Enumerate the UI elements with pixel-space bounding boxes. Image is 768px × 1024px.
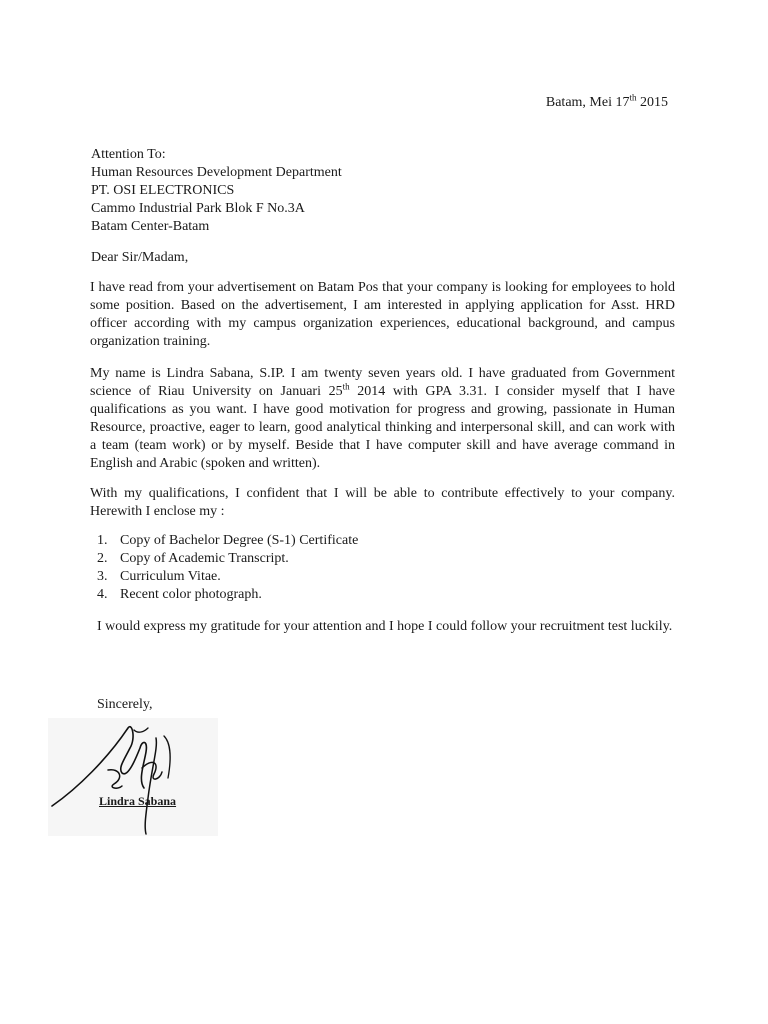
date-text: Batam, Mei 17: [545, 95, 630, 110]
letter-date: [546, 94, 668, 112]
list-item-number: 1.: [97, 533, 108, 548]
attention-line: Attention To:: [91, 147, 166, 162]
list-item: [97, 586, 358, 604]
signature-name: Lindra Sabana: [99, 794, 177, 808]
list-item: [97, 532, 358, 550]
body-paragraph-profile: [90, 365, 675, 473]
body-paragraph-qualifications: With my qualifications, I confident that I will be able to contribute effectively to your company. Herewith I enclose my :: [90, 486, 675, 519]
list-item-number: 3.: [97, 569, 108, 584]
body-paragraph-intro: I have read from your advertisement on Batam Pos that your company is looking for employees to hold some position. Based on the advertisement, I am interested in applying application for Asst. HRD officer according with my campus organization experiences, educational background, and campus organization training.: [90, 280, 675, 349]
closing-paragraph: I would express my gratitude for your attention and I hope I could follow your recruitment test luckily.: [97, 619, 673, 634]
salutation: Dear Sir/Madam,: [91, 250, 189, 265]
recipient-department: Human Resources Development Department: [91, 165, 342, 180]
list-item: [97, 568, 358, 586]
list-item-number: 4.: [97, 587, 108, 602]
list-item-text: Copy of Bachelor Degree (S-1) Certificate: [120, 533, 359, 548]
list-item: [97, 550, 358, 568]
recipient-address: Cammo Industrial Park Blok F No.3A: [91, 201, 305, 216]
enclosure-list: [97, 532, 358, 604]
profile-ordinal: th: [342, 381, 350, 392]
date-year: 2015: [636, 95, 668, 110]
recipient-company: PT. OSI ELECTRONICS: [91, 183, 235, 198]
sign-off: Sincerely,: [97, 697, 153, 712]
handwritten-signature: [48, 718, 218, 836]
recipient-city: Batam Center-Batam: [91, 219, 210, 234]
profile-text-part2: 2014 with GPA 3.31. I consider myself that I have qualifications as you want. I have good motivation for progress and growing, passionate in Human Resource, proactive, eager to learn, good analytical thinking and interpersonal skill, and can work with a team (team work) or by myself. Beside that I have computer skill and have average command in English and Arabic (spoken and written).: [90, 384, 675, 471]
list-item-text: Recent color photograph.: [120, 587, 262, 602]
recipient-block: [91, 146, 342, 236]
list-item-text: Copy of Academic Transcript.: [120, 551, 289, 566]
list-item-number: 2.: [97, 551, 108, 566]
profile-text-part1: My name is Lindra Sabana, S.IP. I am twenty seven years old. I have graduated from Government science of Riau University on Januari 25: [90, 366, 675, 399]
date-ordinal: th: [629, 92, 637, 103]
list-item-text: Curriculum Vitae.: [120, 569, 221, 584]
